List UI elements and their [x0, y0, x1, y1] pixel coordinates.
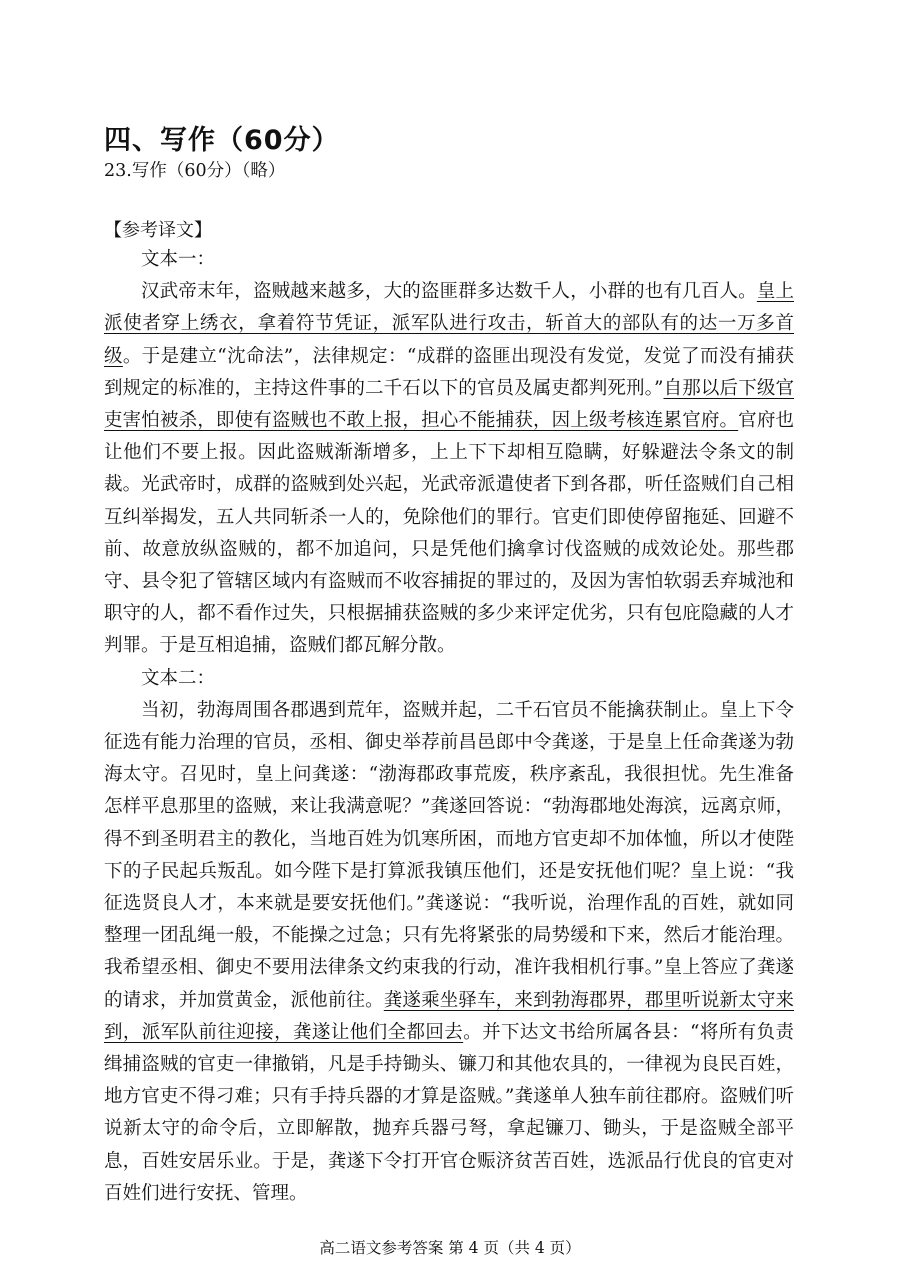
text1-underlined-1: 皇上派使者穿上绣衣，拿着符节凭证，派军队进行攻击，斩首大的部队有的达一万多首级: [104, 281, 794, 367]
text1-segment-3: 官府也让他们不要上报。因此盗贼渐渐增多，上上下下却相互隐瞒，好躲避法令条文的制裁。光武帝时，成群的盗贼到处兴起，光武帝派遣使者下到各郡，听任盗贼们自己相互纠举揭发，五人共同斩杀一人的，免除他们的罪行。官吏们即使停留拖延、回避不前、故意放纵盗贼的，都不加追问，只是凭他们擒拿讨伐盗贼的成效论处。那些郡守、县令犯了管辖区域内有盗贼而不收容捕捉的罪过的，及因为害怕软弱丢弃城池和职守的人，都不看作过失，只根据捕获盗贼的多少来评定优劣，只有包庇隐藏的人才判罪。于是互相追捕，盗贼们都瓦解分散。: [104, 410, 794, 657]
translation-body: [104, 244, 794, 1210]
text2-paragraph: [104, 695, 794, 1210]
reference-translation-title: 【参考译文】: [104, 220, 212, 241]
text1-label: 文本一：: [141, 249, 216, 270]
section-title: 四、写作（60分）: [104, 125, 340, 156]
text2-segment-2: 。并下达文书给所属各县：“将所有负责缉捕盗贼的官吏一律撤销，凡是手持锄头、镰刀和其他农具的，一律视为良民百姓，地方官吏不得刁难；只有手持兵器的才算是盗贼。”龚遂单人独车前往郡府。盗贼们听说新太守的命令后，立即解散，抛弃兵器弓弩，拿起镰刀、锄头，于是盗贼全部平息，百姓安居乐业。于是，龚遂下令打开官仓赈济贫苦百姓，选派品行优良的官吏对百姓们进行安抚、管理。: [104, 1021, 794, 1204]
text1-paragraph: [104, 276, 794, 662]
page-footer: 高二语文参考答案 第 4 页（共 4 页）: [319, 1239, 581, 1257]
text2-segment-1: 当初，勃海周围各郡遇到荒年，盗贼并起，二千石官员不能擒获制止。皇上下令征选有能力治理的官员，丞相、御史举荐前昌邑郎中令龚遂，于是皇上任命龚遂为勃海太守。召见时，皇上问龚遂：“渤海郡政事荒废，秩序紊乱，我很担忧。先生准备怎样平息那里的盗贼，来让我满意呢？”龚遂回答说：“勃海郡地处海滨，远离京师，得不到圣明君主的教化，当地百姓为饥寒所困，而地方官吏却不加体恤，所以才使陛下的子民起兵叛乱。如今陛下是打算派我镇压他们，还是安抚他们呢？皇上说：“我征选贤良人才，本来就是要安抚他们。”龚遂说：“我听说，治理作乱的百姓，就如同整理一团乱绳一般，不能操之过急；只有先将紧张的局势缓和下来，然后才能治理。我希望丞相、御史不要用法律条文约束我的行动，准许我相机行事。”皇上答应了龚遂的请求，并加赏黄金，派他前往。: [104, 699, 794, 1011]
text1-segment-2: 。于是建立“沈命法”，法律规定：“成群的盗匪出现没有发觉，发觉了而没有捕获到规定的标准的，主持这件事的二千石以下的官员及属吏都判死刑。”: [104, 345, 794, 399]
text2-label: 文本二：: [141, 667, 216, 689]
text2-underlined: 龚遂乘坐驿车，来到勃海郡界，郡里听说新太守来到，派军队前往迎接，龚遂让他们全都回去: [104, 989, 794, 1043]
question-23: 23.写作（60分）（略）: [104, 161, 286, 181]
text1-underlined-2: 自那以后下级官吏害怕被杀，即使有盗贼也不敢上报，担心不能捕获，因上级考核连累官府。: [104, 377, 794, 432]
text1-segment-1: 汉武帝末年，盗贼越来越多，大的盗匪群多达数千人，小群的也有几百人。: [141, 281, 757, 303]
